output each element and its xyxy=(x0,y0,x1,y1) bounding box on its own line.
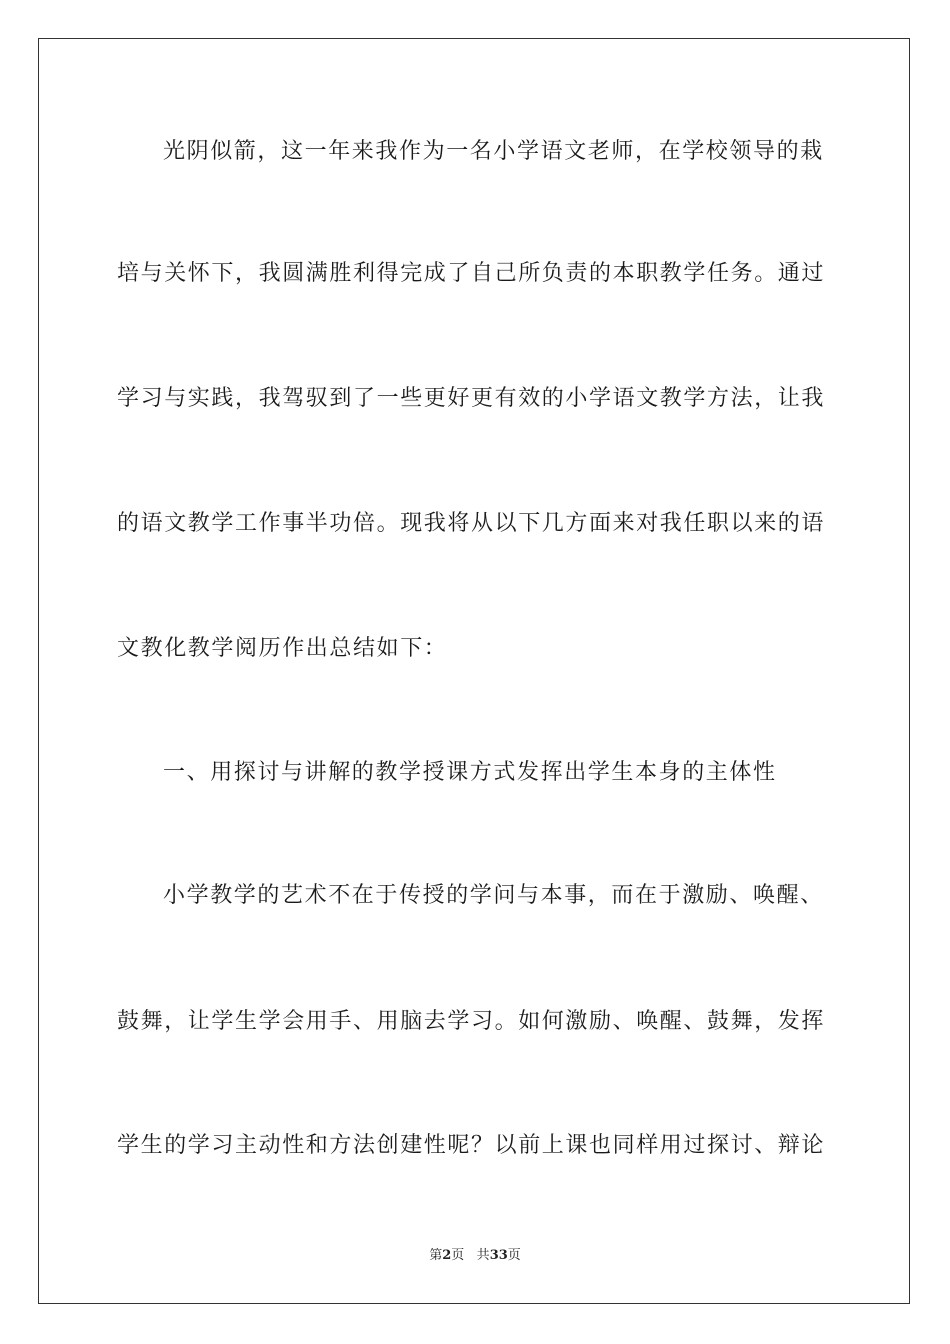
page-number: 2 xyxy=(442,1248,452,1263)
paragraph-line: 培与关怀下，我圆满胜利得完成了自己所负责的本职教学任务。通过 xyxy=(117,261,826,286)
page-footer xyxy=(0,1247,950,1265)
page-border xyxy=(38,38,910,1304)
paragraph-line: 学习与实践，我驾驭到了一些更好更有效的小学语文教学方法，让我 xyxy=(117,386,826,411)
paragraph-line: 鼓舞，让学生学会用手、用脑去学习。如何激励、唤醒、鼓舞，发挥 xyxy=(117,1009,826,1034)
total-pages: 33 xyxy=(489,1248,508,1263)
paragraph-line: 的语文教学工作事半功倍。现我将从以下几方面来对我任职以来的语 xyxy=(117,511,826,536)
paragraph-line: 文教化教学阅历作出总结如下： xyxy=(117,636,448,661)
paragraph-line: 小学教学的艺术不在于传授的学问与本事，而在于激励、唤醒、 xyxy=(163,883,824,908)
page-unit: 页 xyxy=(451,1248,465,1263)
total-unit: 页 xyxy=(507,1248,521,1263)
page-prefix: 第 xyxy=(429,1248,443,1263)
paragraph-line: 学生的学习主动性和方法创建性呢？以前上课也同样用过探讨、辩论 xyxy=(117,1133,826,1158)
total-prefix: 共 xyxy=(476,1248,490,1263)
paragraph-line: 光阴似箭，这一年来我作为一名小学语文老师，在学校领导的栽 xyxy=(163,139,824,164)
section-heading: 一、用探讨与讲解的教学授课方式发挥出学生本身的主体性 xyxy=(163,760,777,785)
